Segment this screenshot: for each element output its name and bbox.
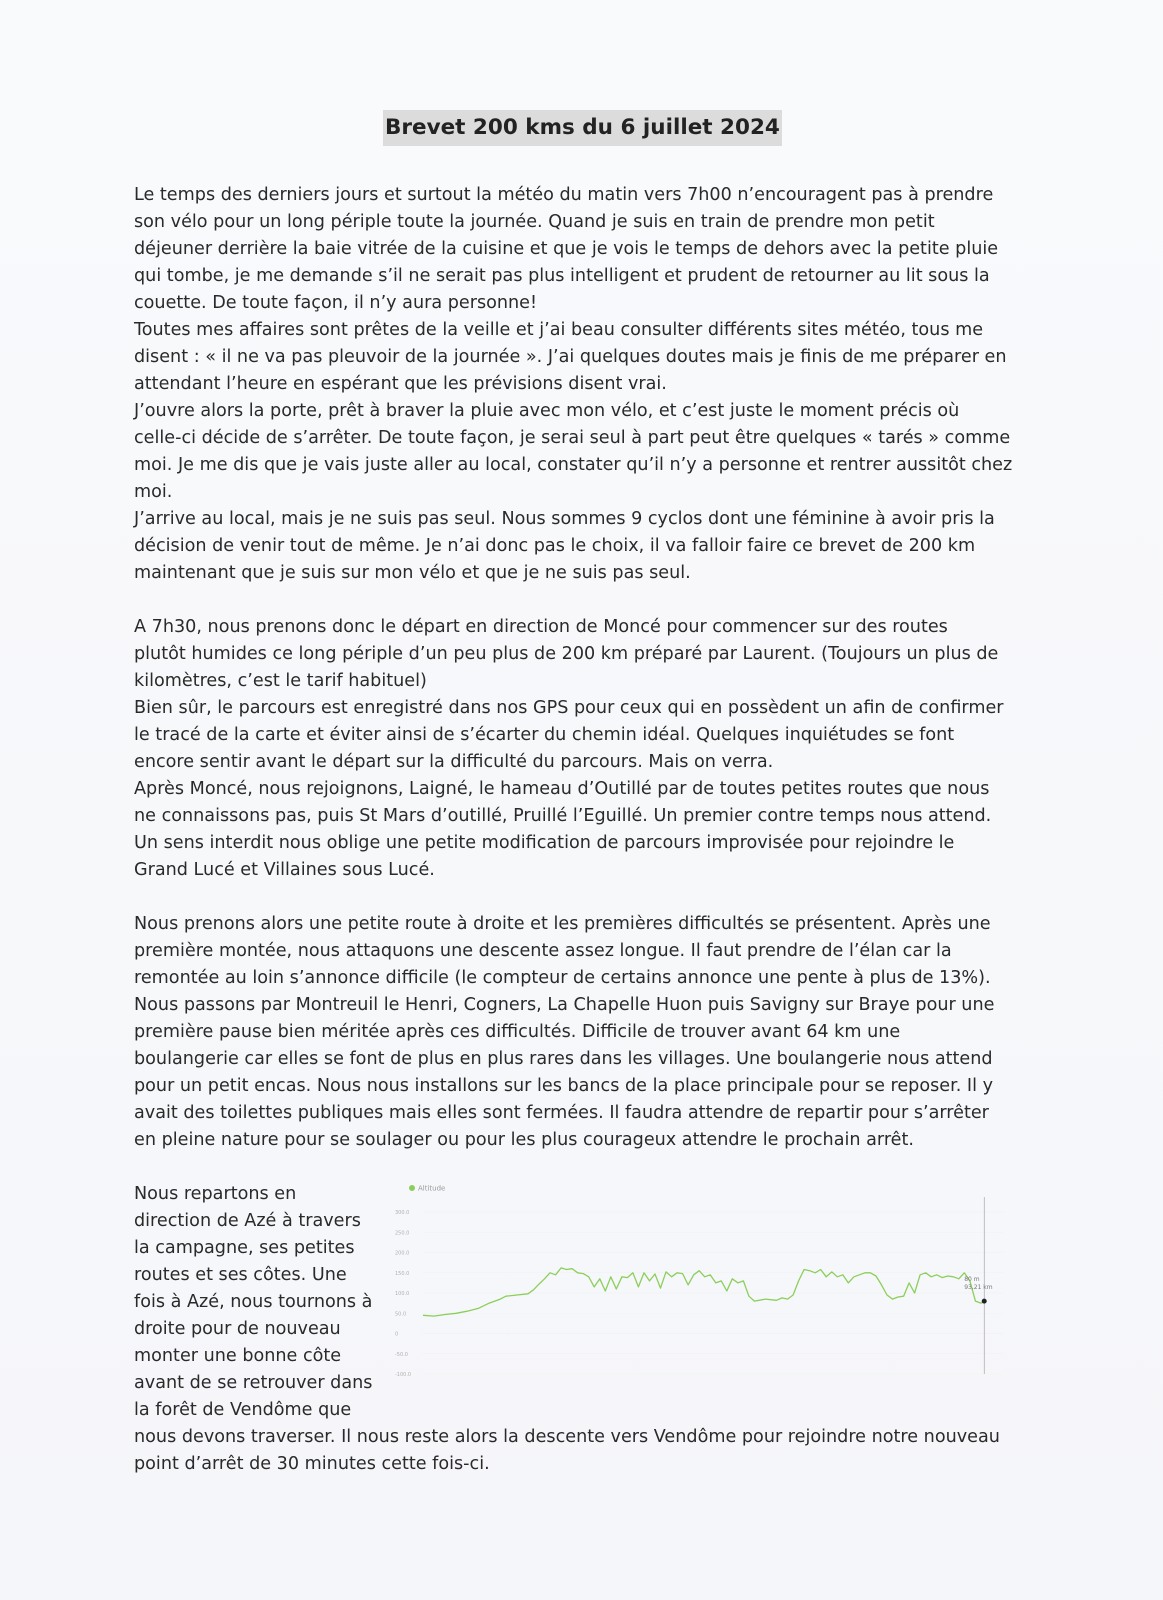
y-tick-label: 100.0 (395, 1291, 410, 1297)
text-line: Nous passons par Montreuil le Henri, Cogners, La Chapelle Huon puis Savigny sur Braye pour une (134, 995, 995, 1015)
paragraph-3 (134, 911, 1034, 1154)
text-line: son vélo pour un long périple toute la journée. Quand je suis en train de prendre mon petit (134, 212, 935, 232)
text-line: direction de Azé à travers (134, 1211, 361, 1231)
text-line: A 7h30, nous prenons donc le départ en direction de Moncé pour commencer sur des routes (134, 617, 948, 637)
legend-label: Altitude (418, 1184, 446, 1193)
marker-point (982, 1299, 987, 1304)
text-line: couette. De toute façon, il n’y aura personne! (134, 293, 538, 313)
text-line: attendant l’heure en espérant que les prévisions disent vrai. (134, 374, 667, 394)
text-line: routes et ses côtes. Une (134, 1265, 347, 1285)
text-line: Grand Lucé et Villaines sous Lucé. (134, 860, 435, 880)
legend-swatch (409, 1185, 415, 1191)
text-line: décision de venir tout de même. Je n’ai donc pas le choix, il va falloir faire ce brevet de 200 km (134, 536, 976, 556)
y-tick-label: 150.0 (395, 1270, 410, 1277)
text-line: avant de se retrouver dans (134, 1373, 373, 1393)
text-line: droite pour de nouveau (134, 1319, 341, 1339)
altitude-series-line (423, 1268, 984, 1316)
text-line: J’ouvre alors la porte, prêt à braver la pluie avec mon vélo, et c’est juste le moment précis où (134, 401, 960, 421)
text-line: déjeuner derrière la baie vitrée de la cuisine et que je vois le temps de dehors avec la petite pluie (134, 239, 999, 259)
text-line: première pause bien méritée après ces difficultés. Difficile de trouver avant 64 km une (134, 1022, 901, 1042)
text-line: la campagne, ses petites (134, 1238, 355, 1258)
text-line: boulangerie car elles se font de plus en plus rares dans les villages. Une boulangerie nous attend (134, 1049, 993, 1069)
text-line: plutôt humides ce long périple d’un peu plus de 200 km préparé par Laurent. (Toujours un plus de (134, 644, 999, 664)
text-line: Toutes mes affaires sont prêtes de la veille et j’ai beau consulter différents sites météo, tous me (134, 320, 984, 340)
y-tick-label: -100.0 (395, 1372, 412, 1378)
text-line: qui tombe, je me demande s’il ne serait pas plus intelligent et prudent de retourner au lit sous la (134, 266, 990, 286)
text-line: avait des toilettes publiques mais elles sont fermées. Il faudra attendre de repartir pour s’arrêter (134, 1103, 989, 1123)
text-line: Nous prenons alors une petite route à droite et les premières difficultés se présentent. Après une (134, 914, 991, 934)
y-tick-label: 250.0 (395, 1230, 410, 1237)
text-line: point d’arrêt de 30 minutes cette fois-ci. (134, 1454, 490, 1474)
text-line: fois à Azé, nous tournons à (134, 1292, 373, 1312)
text-line: Le temps des derniers jours et surtout la météo du matin vers 7h00 n’encouragent pas à prendre (134, 185, 994, 205)
text-line: Un sens interdit nous oblige une petite modification de parcours improvisée pour rejoindre le (134, 833, 955, 853)
text-line: nous devons traverser. Il nous reste alors la descente vers Vendôme pour rejoindre notre nouveau (134, 1427, 1000, 1447)
text-line: première montée, nous attaquons une descente assez longue. Il faut prendre de l’élan car la (134, 941, 952, 961)
text-line: Après Moncé, nous rejoignons, Laigné, le hameau d’Outillé par de toutes petites routes que nous (134, 779, 990, 799)
text-line: pour un petit encas. Nous nous installons sur les bancs de la place principale pour se reposer. Il y (134, 1076, 993, 1096)
y-tick-label: 50.0 (395, 1311, 407, 1318)
y-tick-label: 0 (395, 1331, 399, 1338)
text-line: maintenant que je suis sur mon vélo et que je ne suis pas seul. (134, 563, 691, 583)
text-line: moi. Je me dis que je vais juste aller au local, constater qu’il n’y a personne et rentrer aussitôt chez (134, 455, 1013, 475)
text-line: en pleine nature pour se soulager ou pour les plus courageux attendre le prochain arrêt. (134, 1130, 914, 1150)
text-line: remontée au loin s’annonce difficile (le compteur de certains annonce une pente à plus de 13%). (134, 968, 991, 988)
text-line: Bien sûr, le parcours est enregistré dans nos GPS pour ceux qui en possèdent un afin de confirmer (134, 698, 1004, 718)
y-tick-label: 300.0 (395, 1210, 410, 1216)
altitude-chart (395, 1184, 1045, 1409)
y-tick-label: 200.0 (395, 1250, 410, 1257)
text-line: ne connaissons pas, puis St Mars d’outillé, Pruillé l’Eguillé. Un premier contre temps nous attend. (134, 806, 992, 826)
paragraph-2 (134, 614, 1034, 884)
text-line: Nous repartons en (134, 1184, 297, 1204)
document-title: Brevet 200 kms du 6 juillet 2024 (383, 110, 782, 146)
text-line: encore sentir avant le départ sur la difficulté du parcours. Mais on verra. (134, 752, 774, 772)
paragraph-4-full-text (134, 1424, 1034, 1478)
text-line: kilomètres, c’est le tarif habituel) (134, 671, 427, 691)
text-line: disent : « il ne va pas pleuvoir de la journée ». J’ai quelques doutes mais je finis de me préparer en (134, 347, 1007, 367)
text-line: monter une bonne côte (134, 1346, 342, 1366)
text-line: celle-ci décide de s’arrêter. De toute façon, je serai seul à part peut être quelques « tarés » comme (134, 428, 1011, 448)
y-tick-label: -50.0 (395, 1351, 408, 1358)
text-line: la forêt de Vendôme que (134, 1400, 352, 1420)
paragraph-1 (134, 182, 1034, 587)
text-line: moi. (134, 482, 173, 502)
text-line: J’arrive au local, mais je ne suis pas seul. Nous sommes 9 cyclos dont une féminine à avoir pris la (134, 509, 995, 529)
altitude-chart-svg (395, 1184, 1045, 1409)
marker-label: 93,21 km (964, 1283, 993, 1291)
marker-label: 80 m (964, 1275, 980, 1283)
text-line: le tracé de la carte et éviter ainsi de s’écarter du chemin idéal. Quelques inquiétudes se font (134, 725, 955, 745)
